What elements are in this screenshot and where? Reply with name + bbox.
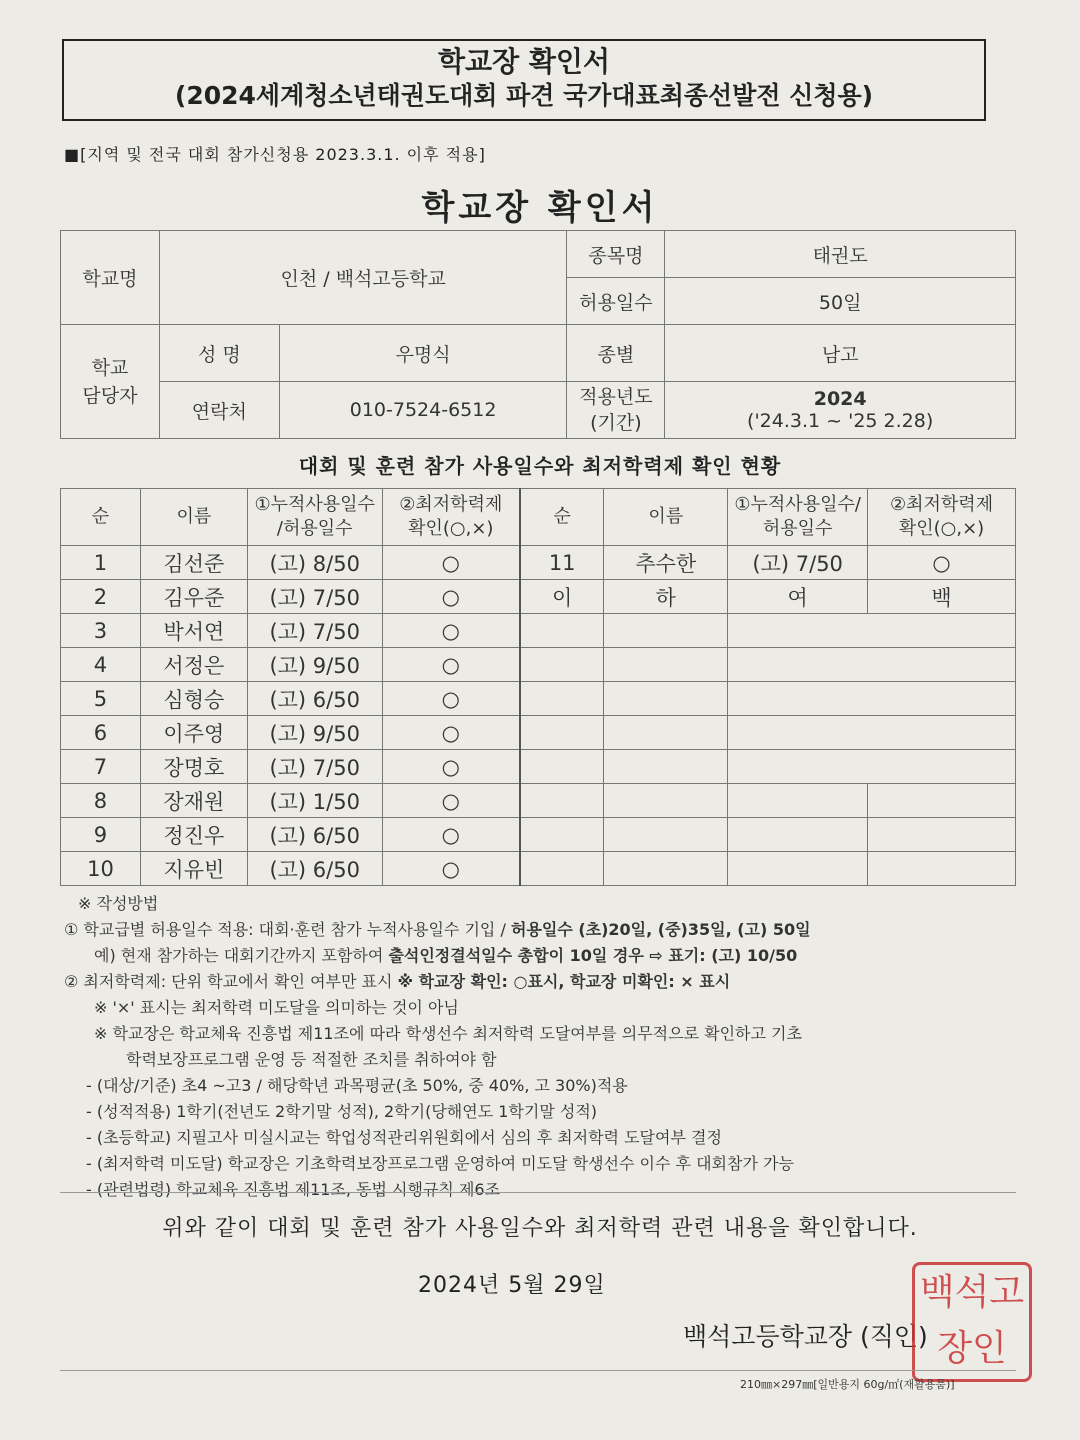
footer-divider: [60, 1370, 1016, 1371]
row-check: 백: [868, 580, 1016, 614]
row-check: ○: [382, 580, 520, 614]
instr-bold: ※ 학교장 확인: ○표시, 학교장 미확인: × 표시: [397, 972, 731, 991]
row-no: 3: [61, 614, 141, 648]
date-text: 2024년 5월 29일: [418, 1273, 606, 1298]
row-days: (고) 8/50: [247, 546, 382, 580]
table-row: [61, 750, 1016, 784]
row-no: 7: [61, 750, 141, 784]
contact-value: 010-7524-6512: [279, 382, 567, 439]
empty-cell: [520, 648, 604, 682]
manager-name-value: 우명식: [279, 325, 567, 382]
instr-bold: 허용일수 (초)20일, (중)35일, (고) 50일: [510, 920, 811, 939]
empty-cell: [520, 614, 604, 648]
empty-cell: [520, 784, 604, 818]
col-name: 이름: [140, 489, 247, 546]
empty-cell: [604, 614, 728, 648]
table-row: [61, 648, 1016, 682]
row-check: ○: [382, 818, 520, 852]
instructions: [64, 891, 1024, 1203]
empty-cell: [868, 818, 1016, 852]
empty-cell: [728, 682, 1016, 716]
row-name: 장명호: [140, 750, 247, 784]
instr-line-10: - (최저학력 미도달) 학교장은 기초학력보장프로그램 운영하여 미도달 학생선수 이수 후 대회참가 가능: [86, 1154, 794, 1173]
year-cell: [665, 382, 1016, 439]
period-value: ('24.3.1 ~ '25 2.28): [747, 410, 934, 432]
row-name: 박서연: [140, 614, 247, 648]
empty-cell: [728, 716, 1016, 750]
row-name: 서정은: [140, 648, 247, 682]
empty-cell: [604, 784, 728, 818]
empty-cell: [868, 784, 1016, 818]
header-subtitle: (2024세계청소년태권도대회 파견 국가대표최종선발전 신청용): [174, 81, 874, 110]
instr-text: ② 최저학력제: 단위 학교에서 확인 여부만 표시: [64, 972, 398, 991]
row-days: (고) 7/50: [247, 750, 382, 784]
year-label: 적용년도 (기간): [567, 382, 665, 439]
instr-text: ① 학교급별 허용일수 적용: 대회·훈련 참가 누적사용일수 기입 /: [64, 920, 511, 939]
row-no: 6: [61, 716, 141, 750]
manager-label: 학교 담당자: [61, 325, 160, 439]
row-no: 4: [61, 648, 141, 682]
instr-line-8: - (성적적용) 1학기(전년도 2학기말 성적), 2학기(당해연도 1학기말 성적): [86, 1102, 598, 1121]
row-check: ○: [382, 716, 520, 750]
empty-cell: [604, 716, 728, 750]
table-row: [61, 682, 1016, 716]
empty-cell: [728, 784, 868, 818]
instr-line-2: [64, 943, 1024, 969]
empty-cell: [728, 852, 868, 886]
row-check: ○: [382, 784, 520, 818]
empty-cell: [520, 716, 604, 750]
row-days: (고) 7/50: [728, 546, 868, 580]
col-name-2: 이름: [604, 489, 728, 546]
row-check: ○: [382, 750, 520, 784]
paper-size-note: 210㎜×297㎜[일반용지 60g/㎡(재활용품)]: [740, 1378, 955, 1391]
row-days: (고) 6/50: [247, 852, 382, 886]
empty-cell: [604, 818, 728, 852]
row-name: 장재원: [140, 784, 247, 818]
row-days: (고) 7/50: [247, 614, 382, 648]
usage-title: 대회 및 훈련 참가 사용일수와 최저학력제 확인 현황: [298, 454, 782, 478]
table-row: [61, 546, 1016, 580]
row-no: 2: [61, 580, 141, 614]
school-value: 인천 / 백석고등학교: [159, 231, 567, 325]
empty-cell: [604, 750, 728, 784]
col-check-2: ②최저학력제 확인(○,×): [868, 489, 1016, 546]
table-row: [61, 852, 1016, 886]
row-days: (고) 1/50: [247, 784, 382, 818]
row-check: ○: [868, 546, 1016, 580]
empty-cell: [868, 852, 1016, 886]
instr-line-9: - (초등학교) 지필고사 미실시교는 학업성적관리위원회에서 심의 후 최저학력 도달여부 결정: [86, 1128, 722, 1147]
row-name: 정진우: [140, 818, 247, 852]
instr-line-5: ※ 학교장은 학교체육 진흥법 제11조에 따라 학생선수 최저학력 도달여부를 의무적으로 확인하고 기초: [94, 1024, 802, 1043]
instr-line-4: ※ '×' 표시는 최저학력 미도달을 의미하는 것이 아님: [94, 998, 459, 1017]
instr-line-6: 학력보장프로그램 운영 등 적절한 조치를 취하여야 함: [126, 1050, 497, 1069]
empty-cell: [604, 852, 728, 886]
type-value: 남고: [665, 325, 1016, 382]
col-check: ②최저학력제 확인(○,×): [382, 489, 520, 546]
empty-cell: [520, 852, 604, 886]
year-value: 2024: [813, 388, 867, 410]
row-no: 9: [61, 818, 141, 852]
instr-text: 예) 현재 참가하는 대회기간까지 포함하여: [94, 946, 389, 965]
empty-cell: [728, 614, 1016, 648]
row-check: ○: [382, 614, 520, 648]
application-note: ■[지역 및 전국 대회 참가신청용 2023.3.1. 이후 적용]: [64, 145, 486, 164]
row-no: 이: [520, 580, 604, 614]
empty-cell: [520, 818, 604, 852]
header-title: 학교장 확인서: [437, 45, 611, 78]
empty-cell: [728, 750, 1016, 784]
table-row: [61, 784, 1016, 818]
sport-label: 종목명: [567, 231, 665, 278]
row-name: 이주영: [140, 716, 247, 750]
col-no: 순: [61, 489, 141, 546]
row-days: (고) 6/50: [247, 818, 382, 852]
sport-value: 태권도: [665, 231, 1016, 278]
instr-line-3: [64, 969, 1024, 995]
empty-cell: [728, 818, 868, 852]
row-name: 추수한: [604, 546, 728, 580]
confirm-text: 위와 같이 대회 및 훈련 참가 사용일수와 최저학력 관련 내용을 확인합니다.: [162, 1216, 918, 1241]
row-check: ○: [382, 648, 520, 682]
empty-cell: [520, 750, 604, 784]
instr-line-11: - (관련법령) 학교체육 진흥법 제11조, 동법 시행규칙 제6조: [86, 1180, 501, 1199]
table-row: [61, 614, 1016, 648]
principal-signature: 백석고등학교장 (직인): [683, 1322, 928, 1351]
manager-name-label: 성 명: [159, 325, 279, 382]
row-no: 8: [61, 784, 141, 818]
row-check: ○: [382, 546, 520, 580]
allowed-days-label: 허용일수: [567, 278, 665, 325]
row-days: 여: [728, 580, 868, 614]
table-row: [61, 716, 1016, 750]
row-days: (고) 6/50: [247, 682, 382, 716]
empty-cell: [520, 682, 604, 716]
row-name: 심형승: [140, 682, 247, 716]
instr-heading: ※ 작성방법: [78, 894, 159, 913]
official-seal: 백석고 장인: [912, 1262, 1032, 1382]
row-name: 김우준: [140, 580, 247, 614]
table-row: [61, 580, 1016, 614]
table-row: [61, 818, 1016, 852]
allowed-days-value: 50일: [665, 278, 1016, 325]
row-no: 11: [520, 546, 604, 580]
instr-line-1: [64, 917, 1024, 943]
row-no: 5: [61, 682, 141, 716]
row-days: (고) 9/50: [247, 648, 382, 682]
col-days-2: ①누적사용일수/ 허용일수: [728, 489, 868, 546]
empty-cell: [728, 648, 1016, 682]
usage-table: [60, 488, 1016, 886]
type-label: 종별: [567, 325, 665, 382]
document-title: 학교장 확인서: [421, 188, 659, 228]
row-check: ○: [382, 682, 520, 716]
row-name: 하: [604, 580, 728, 614]
instr-line-7: - (대상/기준) 초4 ~고3 / 해당학년 과목평균(초 50%, 중 40%, 고 30%)적용: [86, 1076, 628, 1095]
info-table: [60, 230, 1016, 439]
row-days: (고) 9/50: [247, 716, 382, 750]
col-no-2: 순: [520, 489, 604, 546]
contact-label: 연락처: [159, 382, 279, 439]
row-check: ○: [382, 852, 520, 886]
instr-bold: 출석인정결석일수 총합이 10일 경우 ⇨ 표기: (고) 10/50: [388, 946, 798, 965]
header-box: [62, 39, 986, 121]
col-days: ①누적사용일수 /허용일수: [247, 489, 382, 546]
row-no: 1: [61, 546, 141, 580]
school-label: 학교명: [61, 231, 160, 325]
row-name: 지유빈: [140, 852, 247, 886]
empty-cell: [604, 648, 728, 682]
row-no: 10: [61, 852, 141, 886]
row-name: 김선준: [140, 546, 247, 580]
empty-cell: [604, 682, 728, 716]
row-days: (고) 7/50: [247, 580, 382, 614]
divider: [60, 1192, 1016, 1193]
